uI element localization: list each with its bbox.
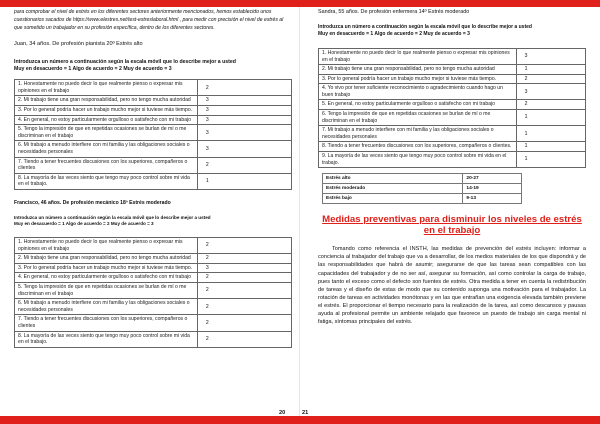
question-cell: 5. En general, no estoy particularmente orgulloso o satisfecho con mi trabajo: [319, 100, 517, 110]
table-row: [15, 80, 292, 96]
question-cell: 2. Mi trabajo tiene una gran responsabilidad, pero no tengo mucha autoridad: [319, 65, 517, 75]
scale-instruction: Introduzca un número a continuación según la escala móvil que lo describe mejor a usted Muy en desacuerdo = 1 Algo de acuerdo = 2 Muy de acuerdo = 3: [14, 214, 211, 227]
table-row: [15, 106, 292, 116]
table-row: [319, 152, 586, 168]
scale-label: Estrés moderado: [323, 184, 463, 194]
person-heading-juan: Juan, 34 años. De profesión pianista 20º Estrés alto: [14, 41, 143, 48]
table-row: [15, 96, 292, 106]
question-cell: 5. Tengo la impresión de que en repetidas ocasiones se burlan de mí o me discriminan en el trabajo: [15, 283, 198, 299]
question-cell: 8. La mayoría de las veces siento que tengo muy poco control sobre mi vida en el trabajo.: [15, 331, 198, 347]
table-row: [15, 299, 292, 315]
answer-cell: 2: [197, 238, 291, 254]
answer-cell: 2: [516, 74, 585, 84]
question-cell: 1. Honestamente no puedo decir lo que realmente pienso o expresar mis opiniones en el trabajo: [15, 238, 198, 254]
question-cell: 8. Tiendo a tener frecuentes discusiones con los superiores, compañeros o clientes.: [319, 142, 517, 152]
answer-cell: 3: [516, 84, 585, 100]
table-row: [319, 110, 586, 126]
question-cell: 8. La mayoría de las veces siento que tengo muy poco control sobre mi vida en el trabajo.: [15, 173, 198, 189]
table-row: [15, 254, 292, 264]
table-row: [15, 141, 292, 157]
person-heading-francisco: Francisco, 46 años. De profesión mecánico 18º Estrés moderado: [14, 200, 171, 207]
table-row: [323, 184, 522, 194]
question-cell: 9. La mayoría de las veces siento que tengo muy poco control sobre mi vida en el trabajo.: [319, 152, 517, 168]
answer-cell: 2: [197, 299, 291, 315]
question-cell: 7. Tiendo a tener frecuentes discusiones con los superiores, compañeros o clientes: [15, 157, 198, 173]
scale-range: 14-19: [463, 184, 522, 194]
question-cell: 3. Por lo general podría hacer un trabajo mucho mejor si tuviese más tiempo.: [15, 263, 198, 273]
scale-range: 20-27: [463, 174, 522, 184]
section-title: Medidas preventivas para disminuir los niveles de estrés en el trabajo: [322, 214, 582, 237]
answer-cell: 2: [197, 331, 291, 347]
answer-cell: 2: [197, 283, 291, 299]
table-row: [15, 115, 292, 125]
answer-cell: 2: [197, 273, 291, 283]
page-number-left: 20: [279, 410, 286, 416]
page-gutter: [299, 7, 300, 416]
question-cell: 6. Mi trabajo a menudo interfiere con mi familia y las obligaciones sociales o necesidades personales: [15, 141, 198, 157]
table-row: [323, 194, 522, 204]
question-cell: 4. En general, no estoy particularmente orgulloso o satisfecho con mi trabajo: [15, 115, 198, 125]
answer-cell: 2: [516, 100, 585, 110]
question-cell: 3. Por lo general podría hacer un trabajo mucho mejor si tuviese más tiempo.: [15, 106, 198, 116]
table-row: [319, 126, 586, 142]
table-row: [15, 273, 292, 283]
question-cell: 4. Yo vivo por tener suficiente reconocimiento o agradecimiento cuando hago un buen trabajo: [319, 84, 517, 100]
question-cell: 1. Honestamente no puedo decir lo que realmente pienso o expresar mis opiniones en el trabajo: [15, 80, 198, 96]
intro-paragraph: para comprobar el nivel de estrés en los diferentes sectores anteriormente mencionados, hemos establecido unos cuestionarios sacados de https://www.elestres.net/test-estreslaboral.html , para medir con precisión el nivel de estrés al que sometido un trabajador en su profesión específica, dentro de los diferentes sectores.: [14, 9, 284, 31]
body-paragraph: Tomando como referencia el INSTH, las medidas de prevención del estrés incluyen: informar a conciencia al trabajador del trabajo que va a desarrollar, de los medios materiales de los que dispondrá y de las responsabilidades que habrá de asumir; asegurarse de que las tareas sean compatibles con las capacidades del trabajador y de no ser así, asegurar su formación, así como controlar la carga de trabajo, pues tanto el exceso como el defecto son fuentes de estrés. Otra medida a tener en cuenta la redistribución de tareas y el diseño de estas de modo que su contenido suponga una motivación para el trabajador. La rotación de tareas en actividades monótonas y en las que entrañan una exigencia elevada también previene el estrés. El proporcionar el tiempo necesario para la realización de la tarea, así como descansos y pausas ayuda al profesional permite un ambiente relajado que favorece un puesto de trabajo sin carga mental ni fatiga, síntomas principales del estrés.: [318, 246, 586, 326]
scale-label: Estrés bajo: [323, 194, 463, 204]
scale-instruction: Introduzca un número a continuación según la escala móvil que lo describe mejor a usted Muy en desacuerdo = 1 Algo de acuerdo = 2 Muy de acuerdo = 3: [14, 58, 236, 73]
table-row: [319, 65, 586, 75]
table-row: [15, 238, 292, 254]
question-cell: 7. Mi trabajo a menudo interfiere con mi familia y las obligaciones sociales o necesidades personales: [319, 126, 517, 142]
table-row: [323, 174, 522, 184]
table-row: [15, 125, 292, 141]
table-row: [15, 173, 292, 189]
question-cell: 2. Mi trabajo tiene una gran responsabilidad, pero no tengo mucha autoridad: [15, 254, 198, 264]
answer-cell: 1: [516, 126, 585, 142]
answer-cell: 1: [516, 142, 585, 152]
question-cell: 6. Tengo la impresión de que en repetidas ocasiones se burlan de mí o me discriminan en el trabajo: [319, 110, 517, 126]
answer-cell: 1: [516, 152, 585, 168]
questionnaire-table-sandra: [318, 48, 586, 168]
table-row: [15, 263, 292, 273]
question-cell: 3. Por lo general podría hacer un trabajo mucho mejor si tuviese más tiempo.: [319, 74, 517, 84]
table-row: [15, 157, 292, 173]
answer-cell: 2: [197, 315, 291, 331]
answer-cell: 1: [197, 173, 291, 189]
scale-label: Estrés alto: [323, 174, 463, 184]
question-cell: 7. Tiendo a tener frecuentes discusiones con los superiores, compañeros o clientes: [15, 315, 198, 331]
answer-cell: 1: [516, 110, 585, 126]
table-row: [319, 84, 586, 100]
bottom-accent-bar: [0, 416, 600, 424]
person-heading-sandra: Sandra, 55 años. De profesión enfermera 14º Estrés moderado: [318, 9, 470, 15]
question-cell: 5. Tengo la impresión de que en repetidas ocasiones se burlan de mí o me discriminan en el trabajo: [15, 125, 198, 141]
table-row: [319, 48, 586, 64]
left-page: [14, 9, 292, 407]
answer-cell: 3: [197, 106, 291, 116]
question-cell: 6. Mi trabajo a menudo interfiere con mi familia y las obligaciones sociales o necesidades personales: [15, 299, 198, 315]
answer-cell: 3: [197, 125, 291, 141]
table-row: [319, 74, 586, 84]
answer-cell: 3: [197, 96, 291, 106]
table-row: [15, 283, 292, 299]
page-number-right: 21: [302, 410, 309, 416]
table-row: [319, 100, 586, 110]
scale-instruction: Introduzca un número a continuación según la escala móvil que lo describe mejor a usted Muy en desacuerdo = 1 Algo de acuerdo = 2 Muy de acuerdo = 3: [318, 23, 532, 37]
answer-cell: 2: [197, 80, 291, 96]
question-cell: 4. En general, no estoy particularmente orgulloso o satisfecho con mi trabajo: [15, 273, 198, 283]
question-cell: 1. Honestamente no puedo decir lo que realmente pienso o expresar mis opiniones en el trabajo: [319, 48, 517, 64]
answer-cell: 2: [197, 157, 291, 173]
answer-cell: 3: [197, 115, 291, 125]
stress-scale-table: [322, 173, 522, 204]
answer-cell: 2: [197, 254, 291, 264]
table-row: [15, 315, 292, 331]
questionnaire-table-juan: [14, 79, 292, 190]
answer-cell: 3: [197, 141, 291, 157]
top-accent-bar: [0, 0, 600, 7]
answer-cell: 1: [516, 65, 585, 75]
right-page: [318, 9, 586, 407]
scale-range: 9-13: [463, 194, 522, 204]
table-row: [15, 331, 292, 347]
answer-cell: 3: [197, 263, 291, 273]
question-cell: 2. Mi trabajo tiene una gran responsabilidad, pero no tengo mucha autoridad: [15, 96, 198, 106]
answer-cell: 3: [516, 48, 585, 64]
questionnaire-table-francisco: [14, 237, 292, 348]
table-row: [319, 142, 586, 152]
